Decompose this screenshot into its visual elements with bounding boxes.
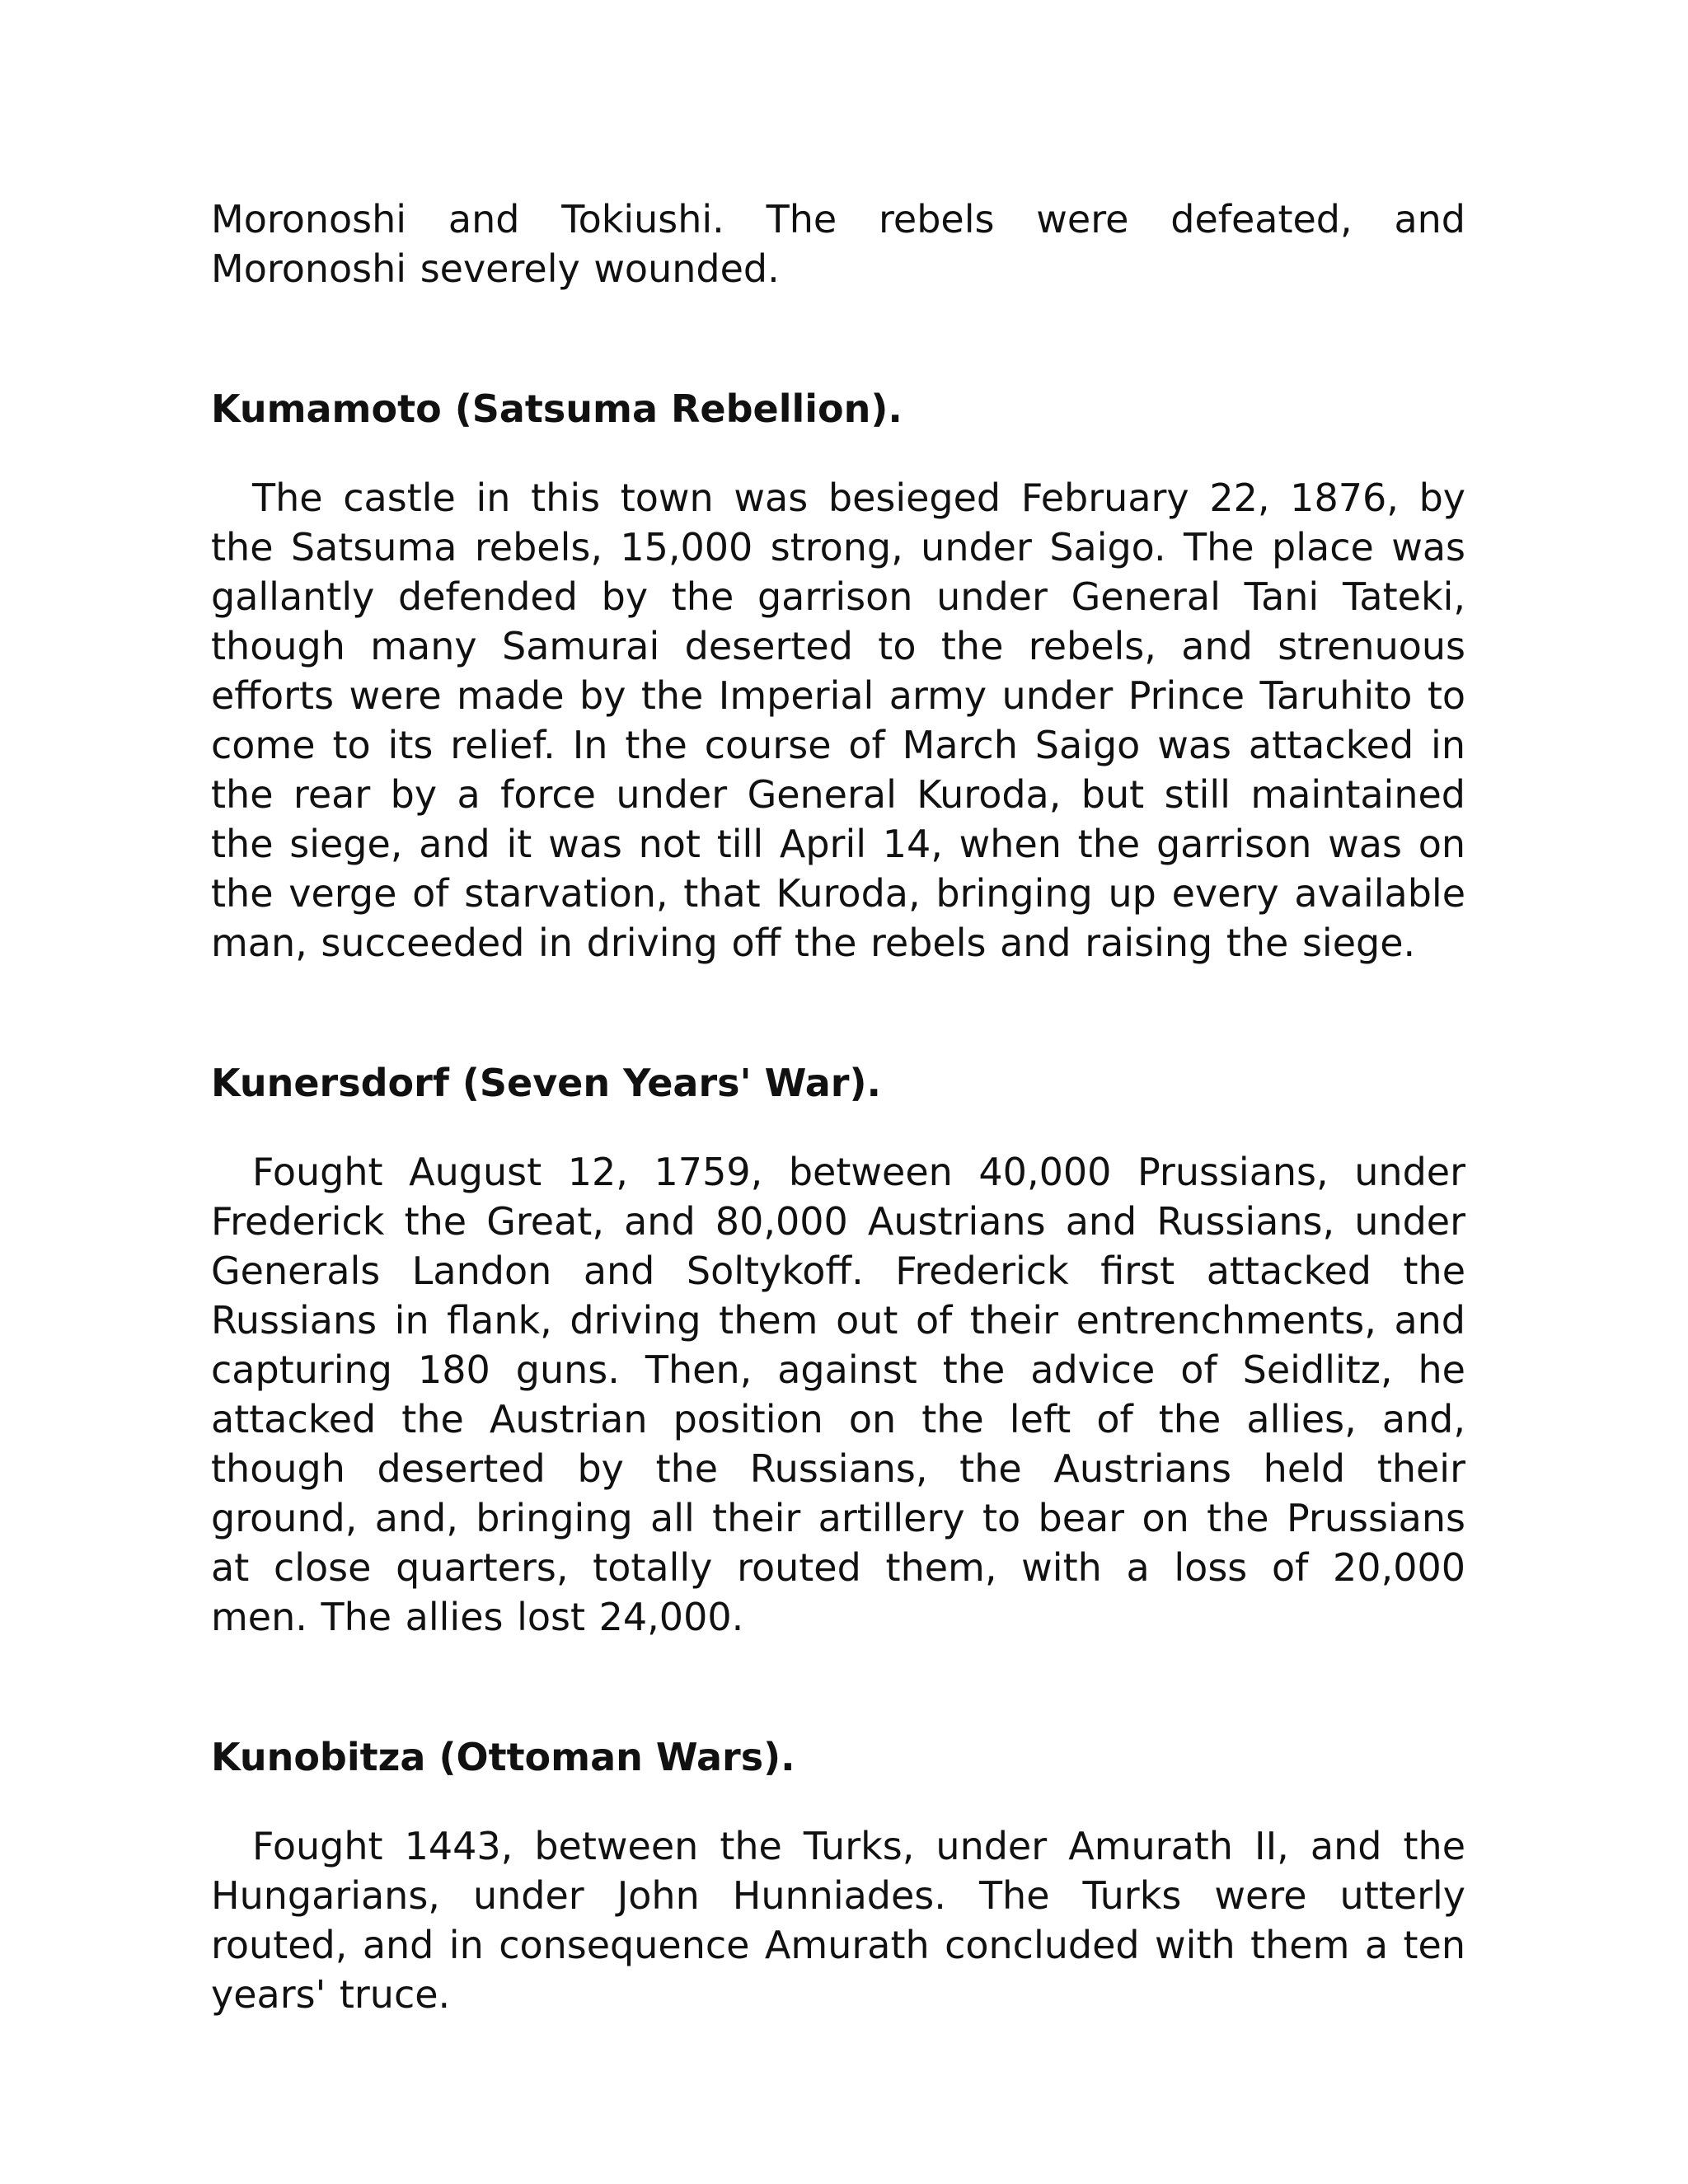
- entry-heading-kumamoto: Kumamoto (Satsuma Rebellion).: [211, 387, 903, 431]
- entry-body-kunobitza: Fought 1443, between the Turks, under Amurath II, and the Hungarians, under John Hunniades. The Turks were utterly routed, and in consequence Amurath concluded with them a ten years' truce.: [211, 1824, 1465, 2017]
- intro-paragraph: Moronoshi and Tokiushi. The rebels were defeated, and Moronoshi severely wounded.: [211, 197, 1465, 291]
- document-page: [211, 194, 1465, 2019]
- entry-body-kumamoto: The castle in this town was besieged February 22, 1876, by the Satsuma rebels, 15,000 strong, under Saigo. The place was gallantly defended by the garrison under General Tani Tateki, though many Samurai deserted to the rebels, and strenuous efforts were made by the Imperial army under Prince Taruhito to come to its relief. In the course of March Saigo was attacked in the rear by a force under General Kuroda, but still maintained the siege, and it was not till April 14, when the garrison was on the verge of starvation, that Kuroda, bringing up every available man, succeeded in driving off the rebels and raising the siege.: [211, 476, 1465, 965]
- entry-body-kunersdorf: Fought August 12, 1759, between 40,000 Prussians, under Frederick the Great, and 80,000 Austrians and Russians, under Generals Landon and Soltykoff. Frederick first attacked the Russians in flank, driving them out of their entrenchments, and capturing 180 guns. Then, against the advice of Seidlitz, he attacked the Austrian position on the left of the allies, and, though deserted by the Russians, the Austrians held their ground, and, bringing all their artillery to bear on the Prussians at close quarters, totally routed them, with a loss of 20,000 men. The allies lost 24,000.: [211, 1150, 1465, 1639]
- entry-heading-kunersdorf: Kunersdorf (Seven Years' War).: [211, 1061, 881, 1105]
- entry-heading-kunobitza: Kunobitza (Ottoman Wars).: [211, 1735, 795, 1779]
